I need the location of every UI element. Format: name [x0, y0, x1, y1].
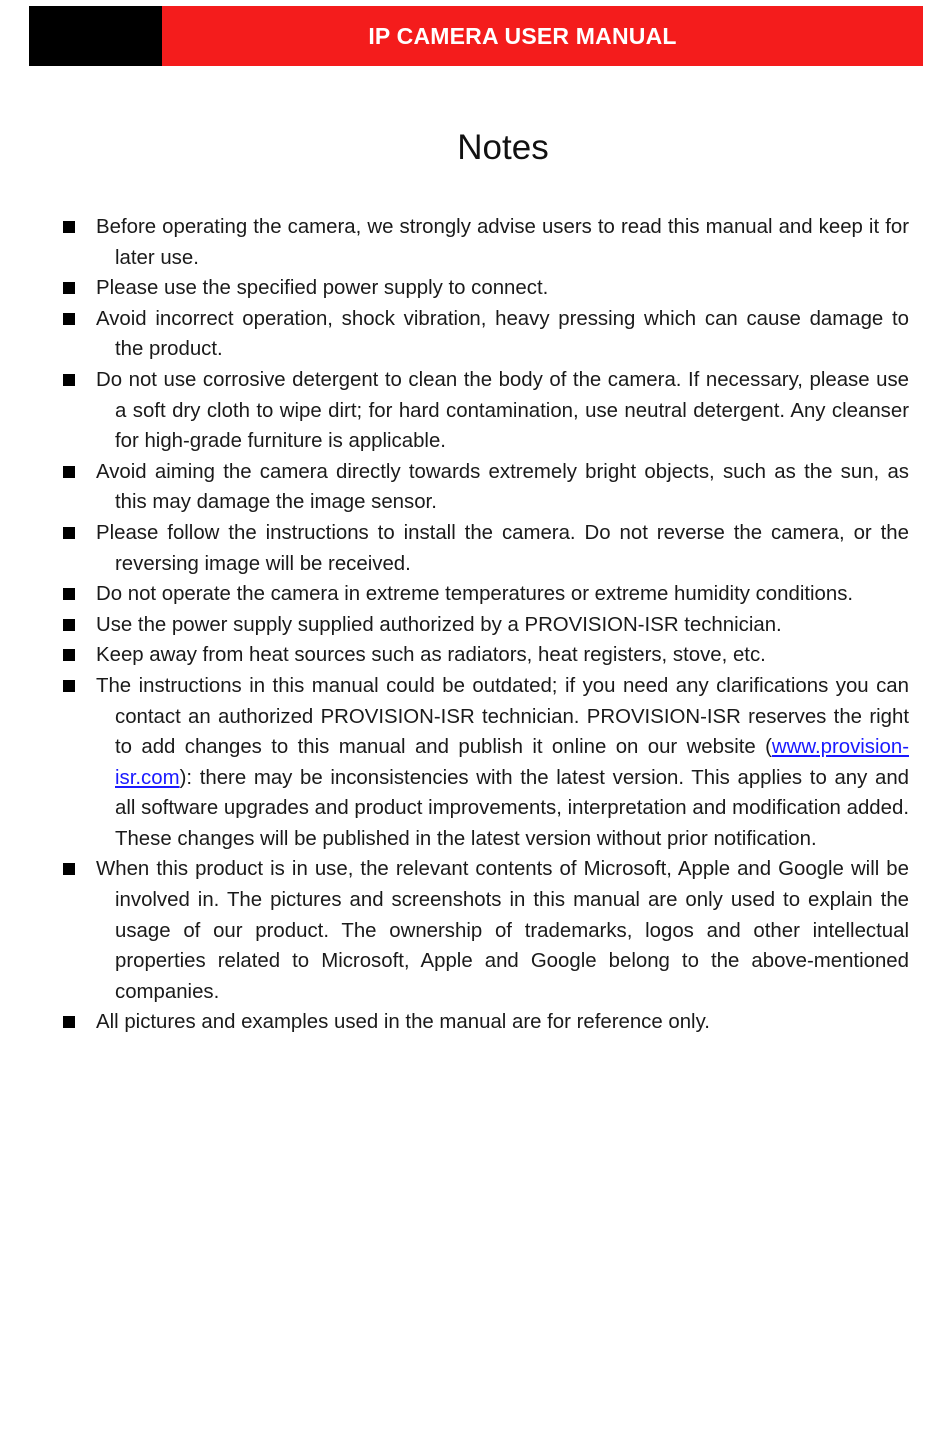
note-item	[60, 610, 909, 641]
header-title: IP CAMERA USER MANUAL	[368, 22, 677, 49]
square-bullet-icon	[63, 466, 75, 478]
note-item	[60, 273, 909, 304]
note-item	[60, 212, 909, 273]
note-item	[60, 640, 909, 671]
note-text: Please follow the instructions to install the camera. Do not reverse the camera, or the reversing image will be received.	[96, 521, 909, 575]
notes-list	[60, 212, 909, 1038]
square-bullet-icon	[63, 619, 75, 631]
note-item	[60, 854, 909, 1007]
note-text-after-link: ): there may be inconsistencies with the latest version. This applies to any and all software upgrades and product improvements, interpretation and modification added. These changes will be published in the latest version without prior notification.	[115, 766, 909, 850]
note-item	[60, 671, 909, 855]
square-bullet-icon	[63, 313, 75, 325]
note-text: When this product is in use, the relevant contents of Microsoft, Apple and Google will be involved in. The pictures and screenshots in this manual are only used to explain the usage of our product. The ownership of trademarks, logos and other intellectual properties related to Microsoft, Apple and Google belong to the above-mentioned companies.	[96, 858, 909, 1003]
square-bullet-icon	[63, 282, 75, 294]
square-bullet-icon	[63, 863, 75, 875]
note-text: Do not use corrosive detergent to clean the body of the camera. If necessary, please use a soft dry cloth to wipe dirt; for hard contamination, use neutral detergent. Any cleanser for high-grade furniture is applicable.	[96, 368, 909, 453]
note-text: Use the power supply supplied authorized by a PROVISION-ISR technician.	[96, 613, 782, 636]
note-item	[60, 365, 909, 457]
website-link[interactable]: www.provision-isr.com	[115, 736, 909, 789]
note-text: Keep away from heat sources such as radiators, heat registers, stove, etc.	[96, 644, 766, 667]
square-bullet-icon	[63, 1016, 75, 1028]
note-text: Avoid incorrect operation, shock vibration, heavy pressing which can cause damage to the product.	[96, 307, 909, 361]
note-text: Do not operate the camera in extreme temperatures or extreme humidity conditions.	[96, 583, 854, 606]
note-text: Please use the specified power supply to connect.	[96, 277, 549, 300]
square-bullet-icon	[63, 374, 75, 386]
note-item	[60, 304, 909, 365]
note-item	[60, 518, 909, 579]
header-banner	[29, 6, 923, 66]
note-text: Before operating the camera, we strongly advise users to read this manual and keep it for later use.	[96, 216, 909, 269]
square-bullet-icon	[63, 649, 75, 661]
square-bullet-icon	[63, 588, 75, 600]
page-title: Notes	[457, 128, 549, 167]
square-bullet-icon	[63, 680, 75, 692]
square-bullet-icon	[63, 527, 75, 539]
header-black-block	[29, 6, 162, 66]
note-item	[60, 579, 909, 610]
note-text-before-link: The instructions in this manual could be outdated; if you need any clarifications you can contact an authorized PROVISION-ISR technician. PROVISION-ISR reserves the right to add changes to this manual and publish it online on our website (	[96, 674, 909, 759]
note-text: Avoid aiming the camera directly towards extremely bright objects, such as the sun, as this may damage the image sensor.	[96, 460, 909, 514]
note-text: All pictures and examples used in the manual are for reference only.	[96, 1011, 710, 1034]
header-red-bar	[162, 6, 923, 66]
note-item	[60, 457, 909, 518]
square-bullet-icon	[63, 221, 75, 233]
note-item	[60, 1007, 909, 1038]
